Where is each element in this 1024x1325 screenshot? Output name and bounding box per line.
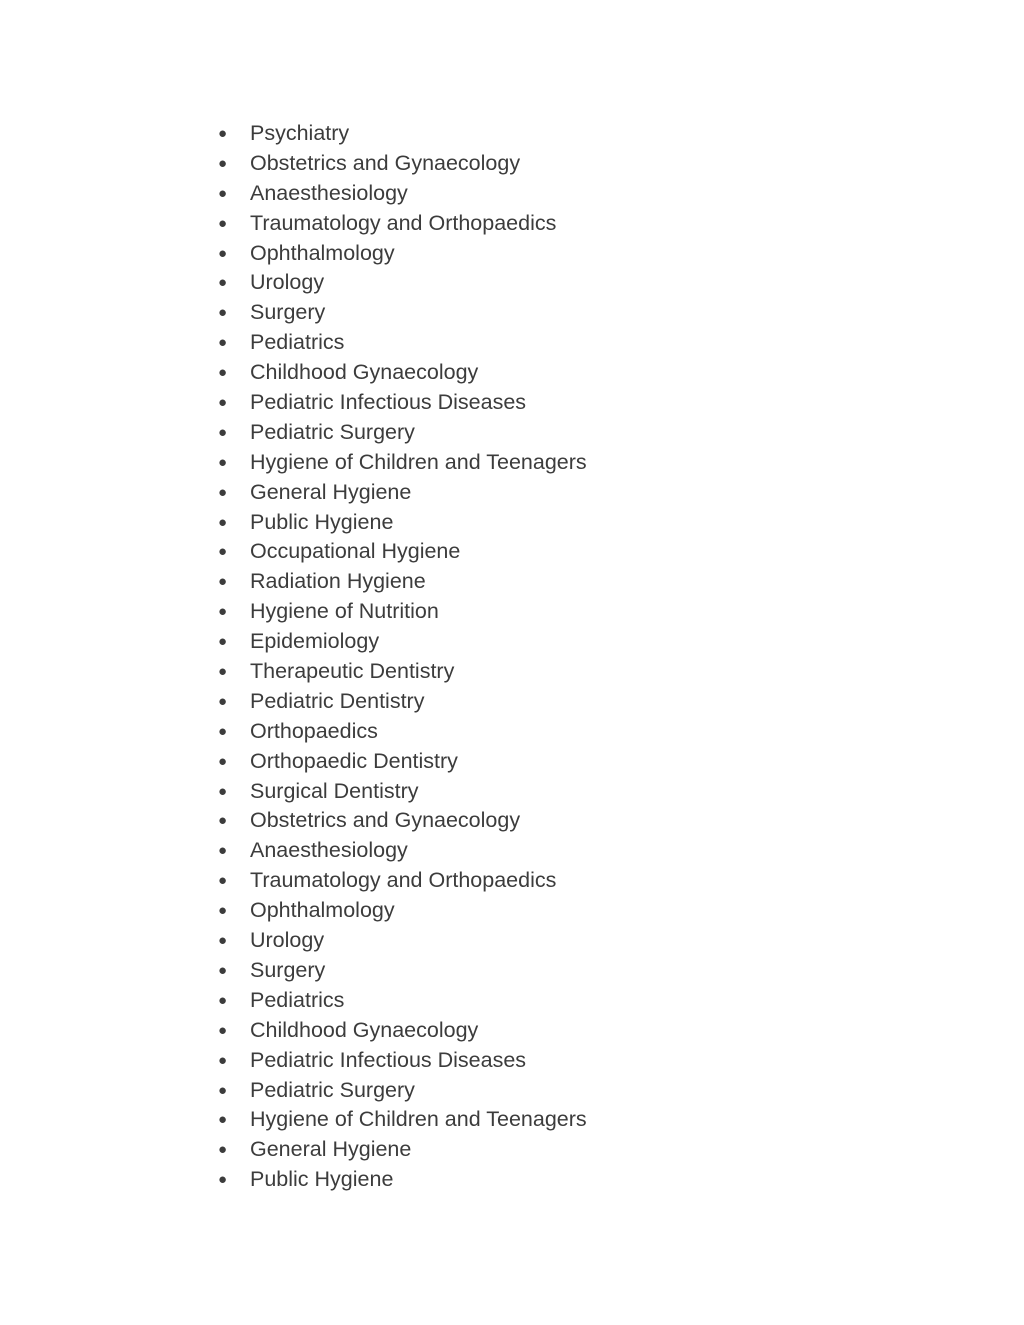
list-item-text: Traumatology and Orthopaedics xyxy=(250,210,557,235)
bullet-icon: ● xyxy=(218,961,228,979)
bullet-icon: ● xyxy=(218,364,228,382)
list-item-text: Radiation Hygiene xyxy=(250,569,426,594)
bullet-icon: ● xyxy=(218,304,228,322)
list-item xyxy=(218,567,587,597)
list-item xyxy=(218,418,587,448)
bullet-icon: ● xyxy=(218,154,228,172)
bullet-icon: ● xyxy=(218,423,228,441)
bullet-icon: ● xyxy=(218,1081,228,1099)
bullet-icon: ● xyxy=(218,692,228,710)
list-item xyxy=(218,448,587,478)
list-item-text: Pediatric Surgery xyxy=(250,419,415,444)
list-item-text: Surgery xyxy=(250,957,326,982)
bullet-icon: ● xyxy=(218,184,228,202)
list-item xyxy=(218,926,587,956)
list-item-text: Ophthalmology xyxy=(250,240,395,265)
bullet-icon: ● xyxy=(218,633,228,651)
list-item xyxy=(218,986,587,1016)
list-item xyxy=(218,657,587,687)
list-item-text: Surgery xyxy=(250,300,326,325)
list-item-text: Anaesthesiology xyxy=(250,838,408,863)
bullet-icon: ● xyxy=(218,1051,228,1069)
list-item-text: Hygiene of Nutrition xyxy=(250,599,439,624)
list-item xyxy=(218,537,587,567)
bullet-icon: ● xyxy=(218,214,228,232)
list-item xyxy=(218,358,587,388)
bullet-icon: ● xyxy=(218,752,228,770)
list-item-text: General Hygiene xyxy=(250,479,412,504)
list-item-text: Obstetrics and Gynaecology xyxy=(250,808,521,833)
list-item-text: Pediatrics xyxy=(250,330,345,355)
list-item xyxy=(218,298,587,328)
list-item-text: Therapeutic Dentistry xyxy=(250,659,455,684)
bullet-icon: ● xyxy=(218,722,228,740)
list-item xyxy=(218,1135,587,1165)
list-item xyxy=(218,1165,587,1195)
list-item xyxy=(218,149,587,179)
list-item-text: Urology xyxy=(250,270,325,295)
bullet-icon: ● xyxy=(218,543,228,561)
list-item xyxy=(218,687,587,717)
list-item-text: Ophthalmology xyxy=(250,898,395,923)
list-item xyxy=(218,1016,587,1046)
list-item xyxy=(218,747,587,777)
bullet-icon: ● xyxy=(218,782,228,800)
bullet-icon: ● xyxy=(218,394,228,412)
list-item-text: Psychiatry xyxy=(250,121,350,145)
list-item-text: Pediatric Dentistry xyxy=(250,688,425,713)
list-item xyxy=(218,627,587,657)
list-item xyxy=(218,239,587,269)
list-item-text: Childhood Gynaecology xyxy=(250,360,479,385)
bullet-icon: ● xyxy=(218,1141,228,1159)
list-item xyxy=(218,508,587,538)
list-item xyxy=(218,209,587,239)
bullet-icon: ● xyxy=(218,573,228,591)
bullet-icon: ● xyxy=(218,932,228,950)
bullet-icon: ● xyxy=(218,991,228,1009)
bullet-icon: ● xyxy=(218,1021,228,1039)
list-item xyxy=(218,866,587,896)
list-item-text: Pediatric Surgery xyxy=(250,1077,415,1102)
list-item-text: Obstetrics and Gynaecology xyxy=(250,150,521,175)
list-item-text: Orthopaedics xyxy=(250,718,378,743)
bullet-icon: ● xyxy=(218,483,228,501)
list-item-text: Urology xyxy=(250,928,325,953)
list-item xyxy=(218,597,587,627)
bullet-icon: ● xyxy=(218,274,228,292)
list-item-text: Epidemiology xyxy=(250,629,380,654)
list-item xyxy=(218,328,587,358)
list-item xyxy=(218,777,587,807)
list-item xyxy=(218,119,587,149)
list-item-text: Occupational Hygiene xyxy=(250,539,461,564)
list-item-text: Pediatric Infectious Diseases xyxy=(250,390,527,415)
list-item-text: Anaesthesiology xyxy=(250,180,408,205)
bullet-icon: ● xyxy=(218,334,228,352)
list-item-text: Hygiene of Children and Teenagers xyxy=(250,1107,587,1132)
list-item xyxy=(218,478,587,508)
list-item xyxy=(218,1076,587,1106)
bullet-icon: ● xyxy=(218,663,228,681)
list-item xyxy=(218,1046,587,1076)
list-item xyxy=(218,179,587,209)
bullet-icon: ● xyxy=(218,125,228,142)
bulleted-list xyxy=(218,119,587,1195)
list-item xyxy=(218,388,587,418)
list-item-text: Pediatrics xyxy=(250,987,345,1012)
bullet-icon: ● xyxy=(218,603,228,621)
list-item xyxy=(218,806,587,836)
bullet-icon: ● xyxy=(218,453,228,471)
bullet-icon: ● xyxy=(218,872,228,890)
list-item-text: Public Hygiene xyxy=(250,1167,394,1192)
list-item-text: Surgical Dentistry xyxy=(250,778,419,803)
list-item xyxy=(218,836,587,866)
bullet-icon: ● xyxy=(218,1171,228,1189)
list-item xyxy=(218,268,587,298)
list-item-text: Pediatric Infectious Diseases xyxy=(250,1047,527,1072)
list-item-text: Orthopaedic Dentistry xyxy=(250,748,458,773)
bullet-icon: ● xyxy=(218,1111,228,1129)
list-item xyxy=(218,896,587,926)
list-item-text: Traumatology and Orthopaedics xyxy=(250,868,557,893)
list-item-text: Public Hygiene xyxy=(250,509,394,534)
list-item-text: General Hygiene xyxy=(250,1137,412,1162)
list-item xyxy=(218,1105,587,1135)
bullet-icon: ● xyxy=(218,513,228,531)
list-item xyxy=(218,956,587,986)
bullet-icon: ● xyxy=(218,902,228,920)
list-item-text: Hygiene of Children and Teenagers xyxy=(250,449,587,474)
bullet-icon: ● xyxy=(218,244,228,262)
list-item-text: Childhood Gynaecology xyxy=(250,1017,479,1042)
list-item xyxy=(218,717,587,747)
bullet-icon: ● xyxy=(218,812,228,830)
bullet-icon: ● xyxy=(218,842,228,860)
